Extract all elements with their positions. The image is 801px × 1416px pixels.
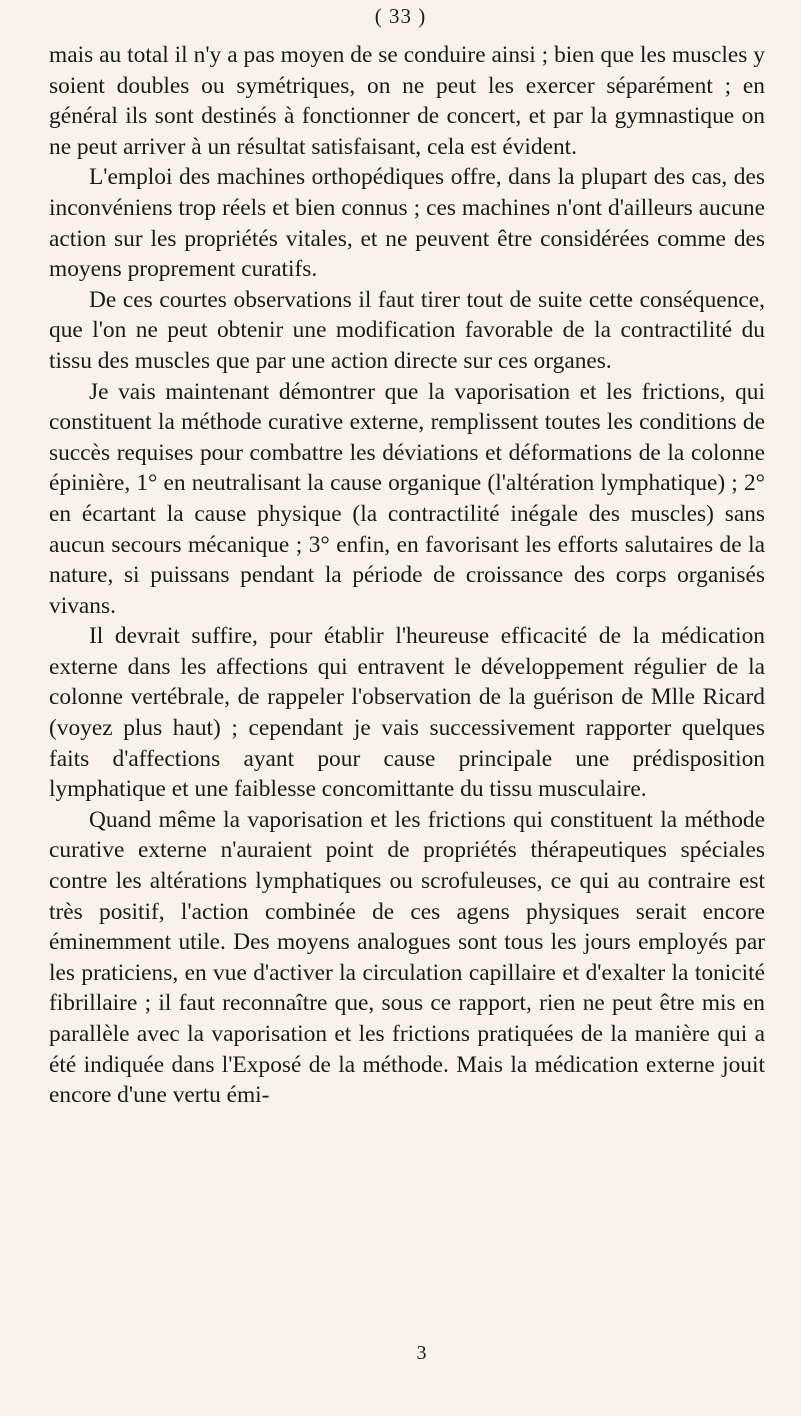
paragraph: De ces courtes observations il faut tirer tout de suite cette conséquence, que l'on ne peut obtenir une modification favorable de la contractilité du tissu des muscles que par une action directe sur ces organes. — [49, 286, 765, 374]
signature-mark: 3 — [416, 1342, 427, 1364]
paragraph: Je vais maintenant démontrer que la vaporisation et les frictions, qui constituent la méthode curative externe, remplissent toutes les conditions de succès requises pour combattre les déviations et déformations de la colonne épinière, 1° en neutralisant la cause organique (l'altération lymphatique) ; 2° en écartant la cause physique (la contractilité inégale des muscles) sans aucun secours mécanique ; 3° enfin, en favorisant les efforts salutaires de la nature, si puissans pendant la période de croissance des corps organisés vivans. — [49, 378, 765, 619]
page-number: ( 33 ) — [374, 4, 427, 28]
body-text — [49, 40, 765, 1111]
paragraph: Quand même la vaporisation et les frictions qui constituent la méthode curative externe n'auraient point de propriétés thérapeutiques spéciales contre les altérations lymphatiques ou scrofuleuses, ce qui au contraire est très positif, l'action combinée de ces agens physiques serait encore éminemment utile. Des moyens analogues sont tous les jours employés par les praticiens, en vue d'activer la circulation capillaire et d'exalter la tonicité fibrillaire ; il faut reconnaître que, sous ce rapport, rien ne peut être mis en parallèle avec la vaporisation et les frictions pratiquées de la manière qui a été indiquée dans l'Exposé de la méthode. Mais la médication externe jouit encore d'une vertu émi- — [49, 806, 765, 1109]
paragraph: Il devrait suffire, pour établir l'heureuse efficacité de la médication externe dans les affections qui entravent le développement régulier de la colonne vertébrale, de rappeler l'observation de la guérison de Mlle Ricard (voyez plus haut) ; cependant je vais successivement rapporter quelques faits d'affections ayant pour cause principale une prédisposition lymphatique et une faiblesse concomittante du tissu musculaire. — [49, 623, 765, 803]
paragraph: L'emploi des machines orthopédiques offre, dans la plupart des cas, des inconvéniens trop réels et bien connus ; ces machines n'ont d'ailleurs aucune action sur les propriétés vitales, et ne peuvent être considérées comme des moyens proprement curatifs. — [49, 164, 765, 283]
paragraph: mais au total il n'y a pas moyen de se conduire ainsi ; bien que les muscles y soient doubles ou symétriques, on ne peut les exercer séparément ; en général ils sont destinés à fonctionner de concert, et par la gymnastique on ne peut arriver à un résultat satisfaisant, cela est évident. — [49, 42, 765, 160]
